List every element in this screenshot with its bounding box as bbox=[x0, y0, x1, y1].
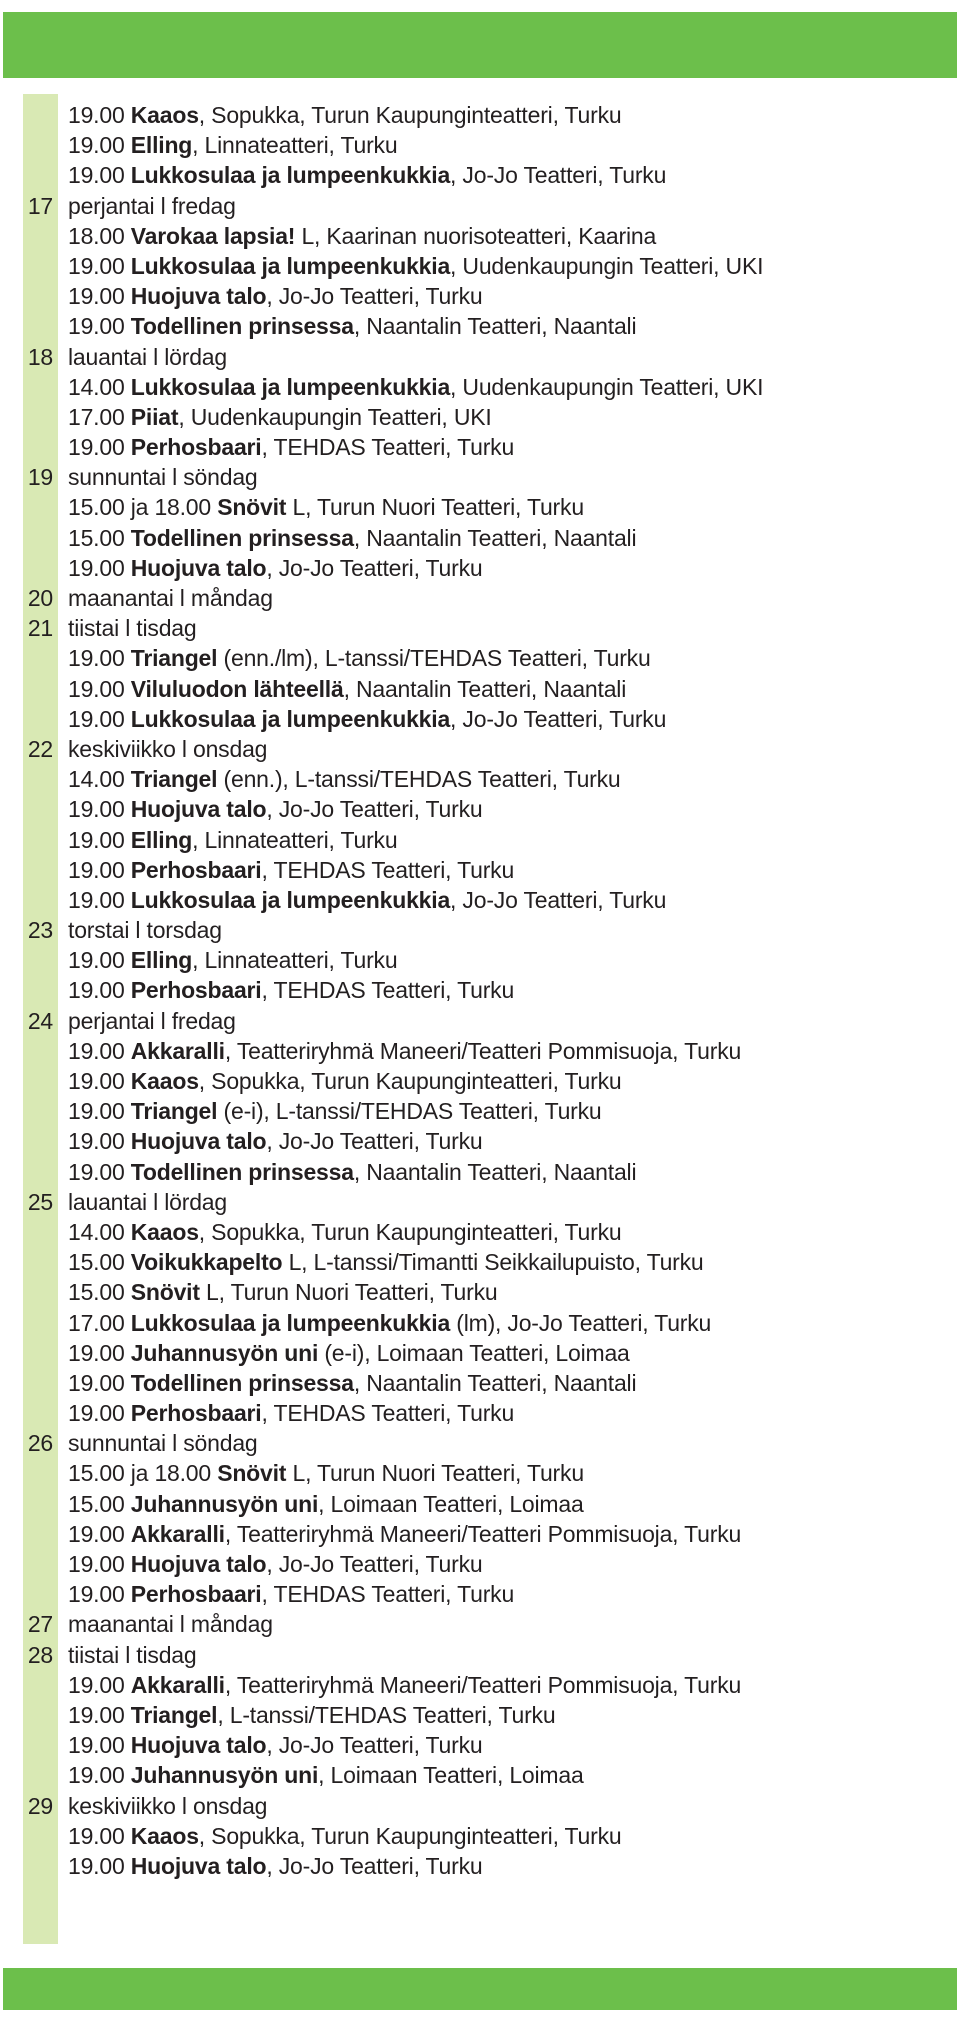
event-details: , Teatteriryhmä Maneeri/Teatteri Pommisuoja, Turku bbox=[224, 1520, 742, 1547]
event-title: Lukkosulaa ja lumpeenkukkia bbox=[130, 1309, 451, 1336]
event-title: Piiat bbox=[130, 403, 179, 430]
event-details: , Loimaan Teatteri, Loimaa bbox=[318, 1490, 584, 1517]
day-number: 24 bbox=[27, 1007, 53, 1034]
event-line bbox=[68, 1760, 938, 1790]
day-heading-row bbox=[0, 583, 960, 613]
event-title: Lukkosulaa ja lumpeenkukkia bbox=[130, 705, 451, 732]
event-row bbox=[0, 1096, 960, 1126]
event-details: , Uudenkaupungin Teatteri, UKI bbox=[178, 403, 492, 430]
event-line bbox=[68, 1247, 938, 1277]
event-details: , Jo-Jo Teatteri, Turku bbox=[450, 886, 667, 913]
event-title: Akkaralli bbox=[130, 1520, 225, 1547]
event-details: , Uudenkaupungin Teatteri, UKI bbox=[450, 373, 764, 400]
event-row bbox=[0, 1066, 960, 1096]
event-line bbox=[68, 1036, 938, 1066]
event-row bbox=[0, 523, 960, 553]
event-line bbox=[68, 160, 938, 190]
event-row bbox=[0, 1368, 960, 1398]
event-line bbox=[68, 764, 938, 794]
bottom-color-band bbox=[3, 1968, 957, 2010]
event-title: Todellinen prinsessa bbox=[130, 313, 354, 340]
event-time: 15.00 bbox=[68, 524, 131, 551]
event-title: Snövit bbox=[217, 1460, 287, 1487]
event-details: , L-tanssi/TEHDAS Teatteri, Turku bbox=[217, 1701, 556, 1728]
event-line bbox=[68, 1126, 938, 1156]
event-details: , Jo-Jo Teatteri, Turku bbox=[266, 1128, 483, 1155]
event-time: 19.00 bbox=[68, 645, 131, 672]
event-details: , TEHDAS Teatteri, Turku bbox=[261, 1400, 515, 1427]
event-title: Akkaralli bbox=[130, 1671, 225, 1698]
event-title: Snövit bbox=[130, 1279, 200, 1306]
event-line bbox=[68, 885, 938, 915]
day-number: 27 bbox=[27, 1611, 53, 1638]
day-number: 19 bbox=[27, 464, 53, 491]
event-time: 19.00 bbox=[68, 283, 131, 310]
weekday-label: torstai l torsdag bbox=[68, 917, 222, 944]
event-title: Huojuva talo bbox=[130, 1551, 267, 1577]
day-number: 29 bbox=[27, 1792, 53, 1819]
day-heading-row bbox=[0, 1791, 960, 1821]
event-details: , Jo-Jo Teatteri, Turku bbox=[266, 554, 483, 581]
event-line bbox=[68, 1066, 938, 1096]
event-line bbox=[68, 432, 938, 462]
event-time: 19.00 bbox=[68, 1732, 131, 1759]
event-title: Huojuva talo bbox=[130, 1732, 267, 1759]
event-time: 17.00 bbox=[68, 403, 131, 430]
event-details: , Jo-Jo Teatteri, Turku bbox=[266, 796, 483, 823]
event-line bbox=[68, 1821, 938, 1851]
event-title: Perhosbaari bbox=[130, 1400, 262, 1427]
event-row bbox=[0, 674, 960, 704]
event-row bbox=[0, 794, 960, 824]
event-row bbox=[0, 372, 960, 402]
event-time: 19.00 bbox=[68, 1671, 131, 1698]
event-title: Snövit bbox=[217, 494, 287, 521]
event-time: 18.00 bbox=[68, 222, 131, 249]
day-number: 26 bbox=[27, 1430, 53, 1457]
day-heading-row bbox=[0, 1609, 960, 1639]
event-row bbox=[0, 975, 960, 1005]
event-title: Voikukkapelto bbox=[130, 1249, 283, 1276]
event-title: Juhannusyön uni bbox=[130, 1339, 319, 1366]
event-title: Varokaa lapsia! bbox=[130, 222, 296, 249]
event-row bbox=[0, 1489, 960, 1519]
event-line bbox=[68, 1730, 938, 1760]
event-title: Perhosbaari bbox=[130, 434, 262, 461]
event-row bbox=[0, 1549, 960, 1579]
event-time: 19.00 bbox=[68, 1369, 131, 1396]
event-title: Lukkosulaa ja lumpeenkukkia bbox=[130, 886, 451, 913]
weekday-label: maanantai l måndag bbox=[68, 1611, 273, 1638]
event-details: , TEHDAS Teatteri, Turku bbox=[261, 977, 515, 1004]
event-time: 15.00 bbox=[68, 1279, 131, 1306]
event-row bbox=[0, 553, 960, 583]
event-time: 17.00 bbox=[68, 1309, 131, 1336]
event-row bbox=[0, 402, 960, 432]
event-title: Lukkosulaa ja lumpeenkukkia bbox=[130, 162, 451, 189]
event-details: , TEHDAS Teatteri, Turku bbox=[261, 1581, 515, 1608]
event-row bbox=[0, 1821, 960, 1851]
event-line bbox=[68, 251, 938, 281]
event-row bbox=[0, 1670, 960, 1700]
event-time: 19.00 bbox=[68, 1037, 131, 1064]
event-title: Akkaralli bbox=[130, 1037, 225, 1064]
event-row bbox=[0, 885, 960, 915]
event-time: 19.00 bbox=[68, 1852, 131, 1879]
event-time: 19.00 bbox=[68, 434, 131, 461]
event-details: (e-i), Loimaan Teatteri, Loimaa bbox=[318, 1339, 630, 1366]
event-title: Kaaos bbox=[130, 1218, 199, 1245]
event-time: 19.00 bbox=[68, 856, 131, 883]
weekday-label: sunnuntai l söndag bbox=[68, 1430, 258, 1457]
event-details: , Jo-Jo Teatteri, Turku bbox=[266, 1852, 483, 1879]
event-row bbox=[0, 1338, 960, 1368]
event-time: 19.00 bbox=[68, 1128, 131, 1155]
weekday-label: perjantai l fredag bbox=[68, 1007, 236, 1034]
event-time: 19.00 bbox=[68, 886, 131, 913]
event-time: 19.00 bbox=[68, 1520, 131, 1547]
event-details: , Teatteriryhmä Maneeri/Teatteri Pommisuoja, Turku bbox=[224, 1037, 742, 1064]
event-row bbox=[0, 1157, 960, 1187]
event-row bbox=[0, 1730, 960, 1760]
event-line bbox=[68, 975, 938, 1005]
event-title: Viluluodon lähteellä bbox=[130, 675, 344, 702]
event-line bbox=[68, 1338, 938, 1368]
event-row bbox=[0, 1760, 960, 1790]
event-details: L, Turun Nuori Teatteri, Turku bbox=[286, 494, 584, 521]
weekday-label: lauantai l lördag bbox=[68, 343, 227, 370]
event-details: , Loimaan Teatteri, Loimaa bbox=[318, 1762, 584, 1789]
event-title: Elling bbox=[130, 947, 193, 974]
event-time: 19.00 bbox=[68, 1822, 131, 1849]
event-row bbox=[0, 492, 960, 522]
event-line bbox=[68, 1308, 938, 1338]
event-line bbox=[68, 1277, 938, 1307]
event-title: Perhosbaari bbox=[130, 1581, 262, 1608]
event-time: 14.00 bbox=[68, 1218, 131, 1245]
event-time: 14.00 bbox=[68, 766, 131, 793]
event-row bbox=[0, 1851, 960, 1881]
event-schedule bbox=[0, 100, 960, 1881]
event-time: 15.00 ja 18.00 bbox=[68, 1460, 218, 1487]
weekday-label: tiistai l tisdag bbox=[68, 1641, 197, 1668]
event-row bbox=[0, 160, 960, 190]
event-row bbox=[0, 1308, 960, 1338]
weekday-label: keskiviikko l onsdag bbox=[68, 735, 268, 762]
event-row bbox=[0, 945, 960, 975]
event-title: Huojuva talo bbox=[130, 796, 267, 823]
event-details: , Jo-Jo Teatteri, Turku bbox=[450, 705, 667, 732]
event-time: 19.00 bbox=[68, 252, 131, 279]
event-time: 19.00 bbox=[68, 1762, 131, 1789]
event-details: (enn.), L-tanssi/TEHDAS Teatteri, Turku bbox=[217, 766, 621, 793]
event-title: Juhannusyön uni bbox=[130, 1490, 319, 1517]
event-time: 19.00 bbox=[68, 675, 131, 702]
event-row bbox=[0, 825, 960, 855]
event-time: 19.00 bbox=[68, 102, 131, 128]
event-time: 19.00 bbox=[68, 826, 131, 853]
event-time: 19.00 bbox=[68, 1581, 131, 1608]
event-title: Kaaos bbox=[130, 102, 199, 128]
event-line bbox=[68, 1670, 938, 1700]
event-time: 19.00 bbox=[68, 554, 131, 581]
event-line bbox=[68, 523, 938, 553]
weekday-label: tiistai l tisdag bbox=[68, 615, 197, 642]
weekday-label: keskiviikko l onsdag bbox=[68, 1792, 268, 1819]
event-details: , Sopukka, Turun Kaupunginteatteri, Turku bbox=[198, 1218, 622, 1245]
event-row bbox=[0, 1519, 960, 1549]
event-row bbox=[0, 251, 960, 281]
event-title: Perhosbaari bbox=[130, 977, 262, 1004]
event-time: 19.00 bbox=[68, 132, 131, 159]
event-title: Kaaos bbox=[130, 1068, 199, 1094]
event-time: 19.00 bbox=[68, 162, 131, 189]
event-line bbox=[68, 372, 938, 402]
day-heading-row bbox=[0, 191, 960, 221]
event-row bbox=[0, 1398, 960, 1428]
event-title: Huojuva talo bbox=[130, 1128, 267, 1155]
day-number: 18 bbox=[27, 343, 53, 370]
day-number: 28 bbox=[27, 1641, 53, 1668]
event-line bbox=[68, 100, 938, 130]
event-line bbox=[68, 1458, 938, 1488]
weekday-label: lauantai l lördag bbox=[68, 1188, 227, 1215]
event-row bbox=[0, 855, 960, 885]
event-row bbox=[0, 100, 960, 130]
event-time: 19.00 bbox=[68, 796, 131, 823]
event-details: , TEHDAS Teatteri, Turku bbox=[261, 856, 515, 883]
event-line bbox=[68, 945, 938, 975]
day-heading-row bbox=[0, 1640, 960, 1670]
event-details: L, Turun Nuori Teatteri, Turku bbox=[199, 1279, 498, 1306]
event-line bbox=[68, 1549, 938, 1579]
weekday-label: perjantai l fredag bbox=[68, 192, 236, 219]
event-line bbox=[68, 704, 938, 734]
event-line bbox=[68, 311, 938, 341]
event-details: L, Kaarinan nuorisoteatteri, Kaarina bbox=[295, 222, 657, 249]
event-line bbox=[68, 221, 938, 251]
event-row bbox=[0, 1458, 960, 1488]
event-time: 15.00 bbox=[68, 1490, 131, 1517]
event-line bbox=[68, 553, 938, 583]
weekday-label: maanantai l måndag bbox=[68, 585, 273, 611]
event-details: , Linnateatteri, Turku bbox=[192, 947, 398, 974]
event-time: 15.00 bbox=[68, 1249, 131, 1276]
event-title: Triangel bbox=[130, 1701, 218, 1728]
event-line bbox=[68, 1700, 938, 1730]
day-heading-row bbox=[0, 915, 960, 945]
day-number: 20 bbox=[27, 585, 53, 611]
event-title: Triangel bbox=[130, 1098, 218, 1125]
event-row bbox=[0, 1217, 960, 1247]
event-details: L, Turun Nuori Teatteri, Turku bbox=[286, 1460, 584, 1487]
event-time: 19.00 bbox=[68, 947, 131, 974]
event-title: Triangel bbox=[130, 766, 218, 793]
event-title: Todellinen prinsessa bbox=[130, 1369, 354, 1396]
event-line bbox=[68, 643, 938, 673]
event-title: Lukkosulaa ja lumpeenkukkia bbox=[130, 252, 451, 279]
event-title: Lukkosulaa ja lumpeenkukkia bbox=[130, 373, 451, 400]
day-heading-row bbox=[0, 1006, 960, 1036]
day-heading-row bbox=[0, 342, 960, 372]
event-title: Huojuva talo bbox=[130, 283, 267, 310]
event-line bbox=[68, 1579, 938, 1609]
event-details: , Naantalin Teatteri, Naantali bbox=[353, 524, 637, 551]
top-color-band bbox=[3, 12, 957, 78]
event-title: Kaaos bbox=[130, 1822, 199, 1849]
day-heading-row bbox=[0, 1428, 960, 1458]
event-time: 15.00 ja 18.00 bbox=[68, 494, 218, 521]
event-row bbox=[0, 432, 960, 462]
event-details: , Jo-Jo Teatteri, Turku bbox=[266, 1551, 483, 1577]
event-details: , Uudenkaupungin Teatteri, UKI bbox=[450, 252, 764, 279]
event-time: 19.00 bbox=[68, 1068, 131, 1094]
event-time: 19.00 bbox=[68, 705, 131, 732]
day-heading-row bbox=[0, 613, 960, 643]
event-details: , Jo-Jo Teatteri, Turku bbox=[450, 162, 667, 189]
day-number: 23 bbox=[27, 917, 53, 944]
event-row bbox=[0, 704, 960, 734]
event-time: 14.00 bbox=[68, 373, 131, 400]
event-details: , Linnateatteri, Turku bbox=[192, 132, 398, 159]
event-details: (enn./lm), L-tanssi/TEHDAS Teatteri, Turku bbox=[217, 645, 651, 672]
event-title: Perhosbaari bbox=[130, 856, 262, 883]
event-details: , Naantalin Teatteri, Naantali bbox=[353, 1369, 637, 1396]
event-time: 19.00 bbox=[68, 313, 131, 340]
event-row bbox=[0, 1247, 960, 1277]
event-line bbox=[68, 1489, 938, 1519]
event-details: , Linnateatteri, Turku bbox=[192, 826, 398, 853]
event-time: 19.00 bbox=[68, 1339, 131, 1366]
event-line bbox=[68, 281, 938, 311]
event-row bbox=[0, 130, 960, 160]
day-number: 21 bbox=[27, 615, 53, 642]
event-line bbox=[68, 1519, 938, 1549]
event-details: , Teatteriryhmä Maneeri/Teatteri Pommisuoja, Turku bbox=[224, 1671, 742, 1698]
event-title: Juhannusyön uni bbox=[130, 1762, 319, 1789]
day-number: 17 bbox=[27, 192, 53, 219]
event-row bbox=[0, 1036, 960, 1066]
event-title: Huojuva talo bbox=[130, 1852, 267, 1879]
event-line bbox=[68, 1851, 938, 1881]
event-details: , Naantalin Teatteri, Naantali bbox=[353, 1158, 637, 1185]
event-line bbox=[68, 794, 938, 824]
event-details: (e-i), L-tanssi/TEHDAS Teatteri, Turku bbox=[217, 1098, 602, 1125]
event-row bbox=[0, 221, 960, 251]
event-line bbox=[68, 1157, 938, 1187]
event-time: 19.00 bbox=[68, 1400, 131, 1427]
event-title: Todellinen prinsessa bbox=[130, 524, 354, 551]
day-heading-row bbox=[0, 734, 960, 764]
event-details: L, L-tanssi/Timantti Seikkailupuisto, Turku bbox=[282, 1249, 704, 1276]
event-line bbox=[68, 1398, 938, 1428]
event-details: , Sopukka, Turun Kaupunginteatteri, Turku bbox=[198, 1068, 622, 1094]
event-line bbox=[68, 492, 938, 522]
day-heading-row bbox=[0, 1187, 960, 1217]
weekday-label: sunnuntai l söndag bbox=[68, 464, 258, 491]
event-time: 19.00 bbox=[68, 1098, 131, 1125]
event-details: (lm), Jo-Jo Teatteri, Turku bbox=[450, 1309, 712, 1336]
event-time: 19.00 bbox=[68, 1158, 131, 1185]
day-number: 25 bbox=[27, 1188, 53, 1215]
event-row bbox=[0, 643, 960, 673]
event-row bbox=[0, 281, 960, 311]
event-row bbox=[0, 764, 960, 794]
event-line bbox=[68, 130, 938, 160]
event-title: Huojuva talo bbox=[130, 554, 267, 581]
event-title: Todellinen prinsessa bbox=[130, 1158, 354, 1185]
event-details: , Naantalin Teatteri, Naantali bbox=[353, 313, 637, 340]
day-heading-row bbox=[0, 462, 960, 492]
event-details: , Naantalin Teatteri, Naantali bbox=[343, 675, 627, 702]
event-title: Elling bbox=[130, 826, 193, 853]
event-title: Elling bbox=[130, 132, 193, 159]
day-number: 22 bbox=[27, 735, 53, 762]
event-details: , Jo-Jo Teatteri, Turku bbox=[266, 283, 483, 310]
event-line bbox=[68, 825, 938, 855]
event-time: 19.00 bbox=[68, 1551, 131, 1577]
event-row bbox=[0, 1579, 960, 1609]
event-time: 19.00 bbox=[68, 1701, 131, 1728]
event-line bbox=[68, 1096, 938, 1126]
event-time: 19.00 bbox=[68, 977, 131, 1004]
event-details: , TEHDAS Teatteri, Turku bbox=[261, 434, 515, 461]
event-details: , Sopukka, Turun Kaupunginteatteri, Turku bbox=[198, 1822, 622, 1849]
event-title: Triangel bbox=[130, 645, 218, 672]
event-details: , Sopukka, Turun Kaupunginteatteri, Turku bbox=[198, 102, 622, 128]
event-line bbox=[68, 855, 938, 885]
event-row bbox=[0, 1126, 960, 1156]
event-row bbox=[0, 311, 960, 341]
event-line bbox=[68, 1368, 938, 1398]
event-line bbox=[68, 674, 938, 704]
event-line bbox=[68, 1217, 938, 1247]
event-row bbox=[0, 1277, 960, 1307]
event-details: , Jo-Jo Teatteri, Turku bbox=[266, 1732, 483, 1759]
event-line bbox=[68, 402, 938, 432]
event-row bbox=[0, 1700, 960, 1730]
